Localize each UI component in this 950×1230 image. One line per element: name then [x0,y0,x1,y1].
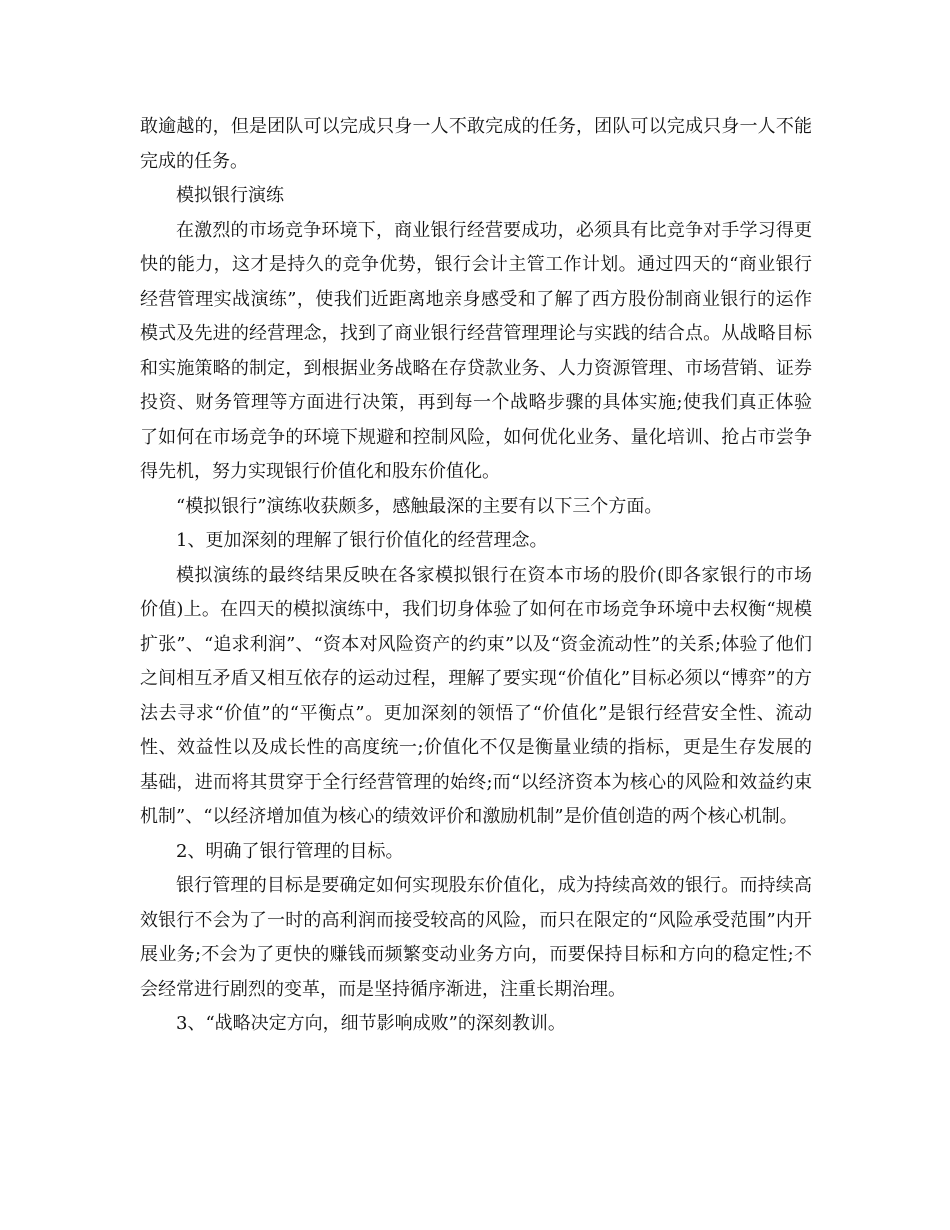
section-heading: 模拟银行演练 [176,185,284,206]
numbered-heading: 3、“战略决定方向，细节影响成败”的深刻教训。 [176,1013,566,1034]
paragraph-continuation: 敢逾越的，但是团队可以完成只身一人不敢完成的任务，团队可以完成只身一人不能完成的任务。 [140,116,812,172]
paragraph: “模拟银行”演练收获颇多，感触最深的主要有以下三个方面。 [176,495,663,517]
paragraph: 模拟演练的最终结果反映在各家模拟银行在资本市场的股价(即各家银行的市场价值)上。在四天的模拟演练中，我们切身体验了如何在市场竞争环境中去权衡“规模扩张”、“追求利润”、“资本对风险资产的约束”以及“资金流动性”的关系;体验了他们之间相互矛盾又相互依存的运动过程，理解了要实现“价值化”目标必须以“博弈”的方法去寻求“价值”的“平衡点”。更加深刻的领悟了“价值化”是银行经营安全性、流动性、效益性以及成长性的高度统一;价值化不仅是衡量业绩的指标，更是生存发展的基础，进而将其贯穿于全行经营管理的始终;而“以经济资本为核心的风险和效益约束机制”、“以经济增加值为核心的绩效评价和激励机制”是价值创造的两个核心机制。 [140,564,812,827]
paragraph: 在激烈的市场竞争环境下，商业银行经营要成功，必须具有比竞争对手学习得更快的能力，这才是持久的竞争优势，银行会计主管工作计划。通过四天的“商业银行经营管理实战演练”，使我们近距离地亲身感受和了解了西方股份制商业银行的运作模式及先进的经营理念，找到了商业银行经营管理理论与实践的结合点。从战略目标和实施策略的制定，到根据业务战略在存贷款业务、人力资源管理、市场营销、证券投资、财务管理等方面进行决策，再到每一个战略步骤的具体实施;使我们真正体验了如何在市场竞争的环境下规避和控制风险，如何优化业务、量化培训、抢占市尝争得先机，努力实现银行价值化和股东价值化。 [140,219,812,482]
numbered-heading: 1、更加深刻的理解了银行价值化的经营理念。 [176,530,548,551]
paragraph: 银行管理的目标是要确定如何实现股东价值化，成为持续高效的银行。而持续高效银行不会为了一时的高利润而接受较高的风险，而只在限定的“风险承受范围”内开展业务;不会为了更快的赚钱而频繁变动业务方向，而要保持目标和方向的稳定性;不会经常进行剧烈的变革，而是坚持循序渐进，注重长期治理。 [140,875,812,1000]
numbered-heading: 2、明确了银行管理的目标。 [176,840,404,862]
document-page [140,110,812,1042]
